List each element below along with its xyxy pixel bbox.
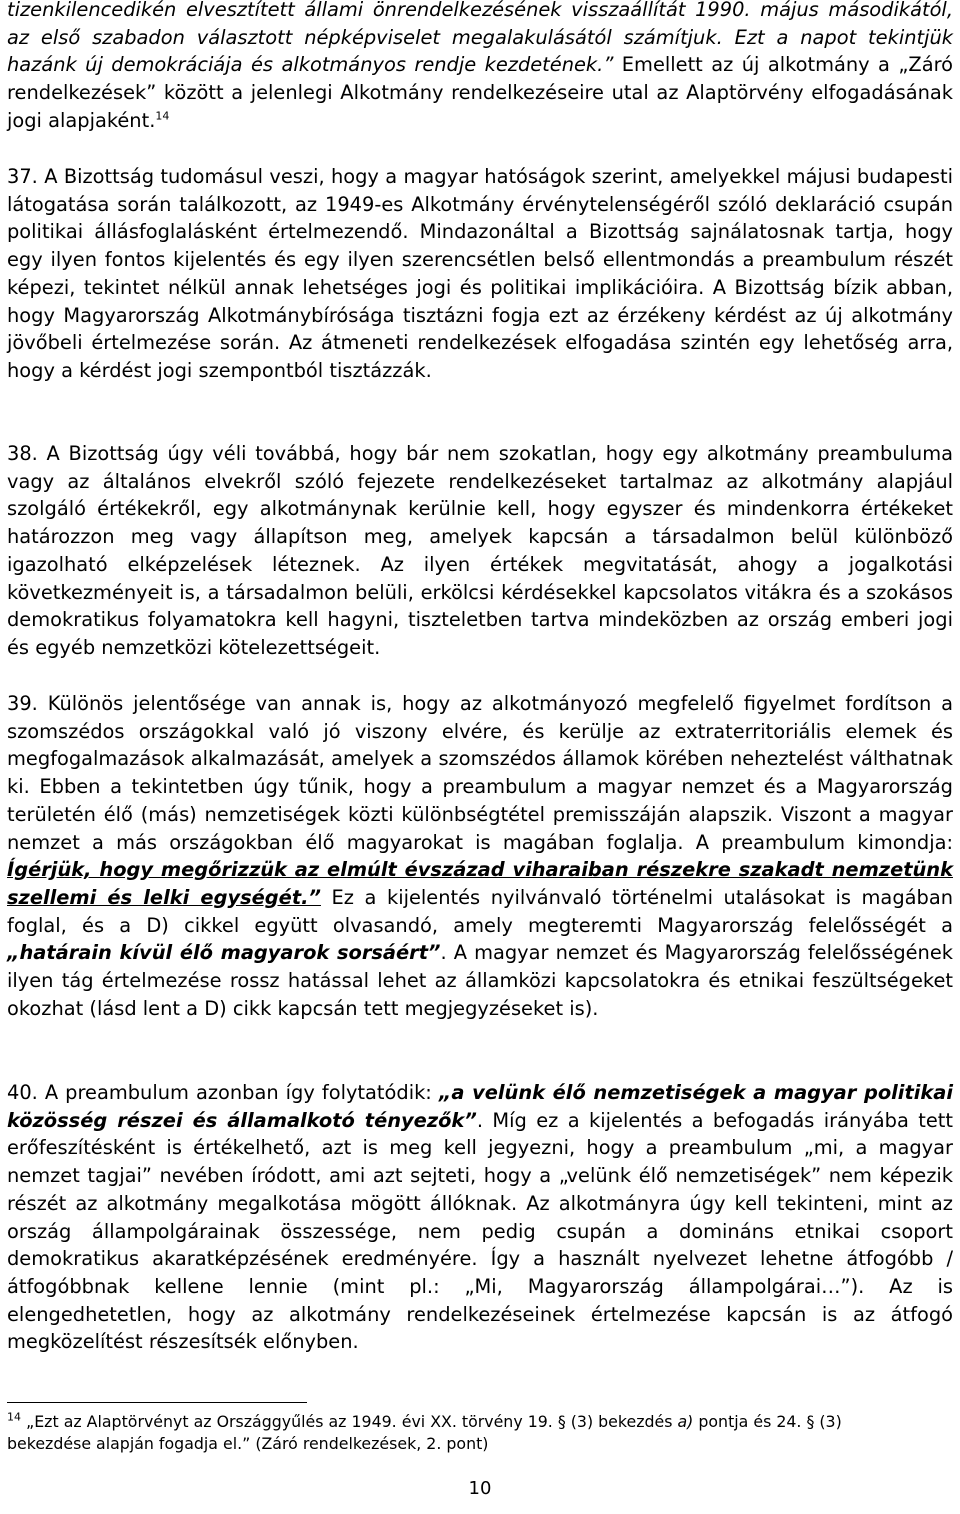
paragraph-text: Emellett az új alkotmány a „Záró rendelkezések” között a jelenlegi Alkotmány rendelkezéseire utal az Alaptörvény elfogadásának jogi alapjaként. — [7, 53, 953, 132]
preamble-quote: tizenkilencedikén elvesztített állami önrendelkezésének visszaállítát 1990. május másodikától, az első szabadon választott népképviselet megalakulásától számítjuk. Ezt a napot tekintjük hazánk új demokráciája és alkotmányos rendje kezdetének.” — [7, 0, 953, 77]
paragraph-text: . A magyar nemzet és Magyarország felelősségének ilyen tág értelmezése rossz hatással lehet az államközi kapcsolatokra és etnikai feszültségeket okozhat (lásd lent a D) cikk kapcsán tett megjegyzéseket is). — [7, 941, 953, 1020]
footnote-text: pontja és 24. § (3) bekezdése alapján fogadja el.” (Záró rendelkezések, 2. pont) — [7, 1412, 842, 1453]
paragraph-text: Ez a kijelentés nyilvánvaló történelmi utalásokat is magában foglal, és a D) cikkel együtt olvasandó, amely megteremti Magyarország felelősségét a — [7, 885, 953, 937]
quoted-phrase: „határain kívül élő magyarok sorsáért” — [7, 941, 441, 965]
paragraph-38 — [7, 440, 953, 662]
paragraph-39 — [7, 690, 953, 1022]
paragraph-text: 37. A Bizottság tudomásul veszi, hogy a magyar hatóságok szerint, amelyekkel májusi budapesti látogatása során találkozott, az 1949-es Alkotmány érvénytelenségéről szóló deklaráció csupán politikai állásfoglalásként értelmezendő. Mindazonáltal a Bizottság sajnálatosnak tartja, hogy egy ilyen fontos kijelentés és egy ilyen szerencsétlen belső ellentmondás a preambulum részét képezi, tekintet nélkül annak lehetséges jogi és politikai implikációira. A Bizottság bízik abban, hogy Magyarország Alkotmánybírósága tisztázni fogja ezt az érzékeny kérdést az új alkotmány jövőbeli értelmezése során. Az átmeneti rendelkezések elfogadása szintén egy lehetőség arra, hogy a kérdést jogi szempontból tisztázzák. — [7, 165, 953, 382]
footnote-marker: 14 — [7, 1410, 21, 1424]
paragraph-text: 38. A Bizottság úgy véli továbbá, hogy bár nem szokatlan, hogy egy alkotmány preambuluma vagy az általános elvekről szóló fejezete rendelkezéseket tartalmaz az alkotmány alapjául szolgáló értékekről, egy alkotmánynak kerülnie kell, hogy egyszer és mindenkorra értékeket határozzon meg vagy állapítson meg, amelyek kapcsán a társadalmon belül különböző igazolható elképzelések léteznek. Az ilyen értékek megvitatását, ahogy a jogalkotási következményeit is, a társadalmon belüli, erkölcsi kérdésekkel kapcsolatos vitákra és a szokásos demokratikus folyamatokra kell hagyni, tiszteletben tartva mindeközben az ország emberi jogi és egyéb nemzetközi kötelezettségeit. — [7, 442, 953, 659]
preamble-quote: Ígérjük, hogy megőrizzük az elmúlt évszázad viharaiban részekre szakadt nemzetünk szellemi és lelki egységét.” — [7, 858, 953, 909]
paragraph-37 — [7, 163, 953, 385]
footnote-reference[interactable]: 14 — [155, 109, 170, 123]
footnote-italic: a) — [677, 1412, 694, 1431]
paragraph-text: 40. A preambulum azonban így folytatódik: — [7, 1081, 439, 1104]
paragraph-text: 39. Különös jelentősége van annak is, hogy az alkotmányozó megfelelő figyelmet fordítson a szomszédos országokkal való jó viszony elvére, és kerülje az extraterritoriális elemek és megfogalmazások alkalmazását, amelyek a szomszédos államok körében neheztelést válthatnak ki. Ebben a tekintetben úgy tűnik, hogy a preambulum a magyar nemzet és a Magyarország területén élő (más) nemzetiségek közti különbségtétel premisszáján alapszik. Viszont a magyar nemzet a más országokban élő magyarokat is magában foglalja. A preambulum kimondja: — [7, 692, 953, 854]
preamble-quote: „a velünk élő nemzetiségek a magyar politikai közösség részei és államalkotó tényezők” — [7, 1081, 953, 1132]
footnote-text: „Ezt az Alaptörvényt az Országgyűlés az 1949. évi XX. törvény 19. § (3) bekezdés — [21, 1412, 678, 1431]
footnote-divider — [7, 1402, 307, 1403]
page-number: 10 — [468, 1478, 492, 1499]
footnote — [7, 1411, 887, 1455]
paragraph-40 — [7, 1079, 953, 1356]
paragraph-continuation — [7, 0, 953, 135]
paragraph-text: . Míg ez a kijelentés a befogadás irányába tett erőfeszítésként is értékelhető, azt is meg kell jegyezni, hogy a preambulum „mi, a magyar nemzet tagjai” nevében íródott, ami azt sejteti, hogy a „velünk élő nemzetiségek” nem képezik részét az alkotmány megalkotása mögött állóknak. Az alkotmányra úgy kell tekinteni, mint az ország állampolgárainak összessége, nem pedig csupán a domináns etnikai csoport demokratikus akaratképzésének eredményére. Így a használt nyelvezet lehetne átfogóbb / átfogóbbnak kellene lennie (mint pl.: „Mi, Magyarország állampolgárai…”). Az is elengedhetetlen, hogy az alkotmány rendelkezéseinek értelmezése kapcsán is az átfogó megközelítést részesítsék előnyben. — [7, 1108, 953, 1354]
